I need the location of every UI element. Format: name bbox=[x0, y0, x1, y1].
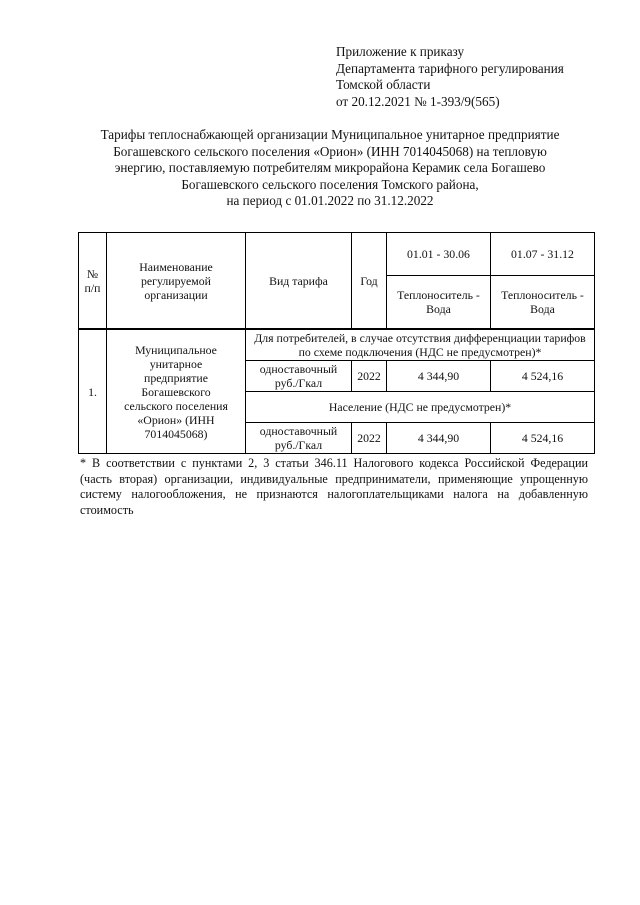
tariff-table bbox=[78, 232, 595, 454]
header-carrier-2: Теплоноситель - Вода bbox=[491, 276, 595, 330]
row-org: Муниципальное унитарное предприятие Богашевского сельского поселения «Орион» (ИНН 7014045068) bbox=[107, 329, 246, 454]
title-line: на период с 01.01.2022 по 31.12.2022 bbox=[226, 193, 434, 208]
title-line: Богашевского сельского поселения Томского района, bbox=[181, 176, 479, 192]
header-period-1: 01.01 - 30.06 bbox=[387, 233, 491, 276]
document-title bbox=[60, 127, 600, 210]
title-line: Тарифы теплоснабжающей организации Муниципальное унитарное предприятие bbox=[100, 127, 560, 142]
appendix-line: Приложение к приказу bbox=[336, 44, 465, 59]
header-year: Год bbox=[352, 233, 387, 330]
appendix-line: от 20.12.2021 № 1-393/9(565) bbox=[336, 93, 500, 109]
tariff-value-period-1: 4 344,90 bbox=[387, 423, 491, 454]
tariff-value-period-2: 4 524,16 bbox=[491, 361, 595, 392]
group-title-consumers: Для потребителей, в случае отсутствия дифференциации тарифов по схеме подключения (НДС не предусмотрен)* bbox=[246, 329, 595, 361]
header-tariff: Вид тарифа bbox=[246, 233, 352, 330]
tariff-type: одноставочный руб./Гкал bbox=[246, 423, 352, 454]
tariff-year: 2022 bbox=[352, 361, 387, 392]
header-num: № п/п bbox=[79, 233, 107, 330]
tariff-value-period-1: 4 344,90 bbox=[387, 361, 491, 392]
appendix-header bbox=[336, 44, 564, 110]
group-title-population: Население (НДС не предусмотрен)* bbox=[246, 392, 595, 423]
header-carrier-1: Теплоноситель - Вода bbox=[387, 276, 491, 330]
row-num: 1. bbox=[79, 329, 107, 454]
tariff-value-period-2: 4 524,16 bbox=[491, 423, 595, 454]
header-org: Наименование регулируемой организации bbox=[107, 233, 246, 330]
tariff-year: 2022 bbox=[352, 423, 387, 454]
title-line: Богашевского сельского поселения «Орион» (ИНН 7014045068) на тепловую bbox=[113, 143, 547, 159]
appendix-line: Томской области bbox=[336, 77, 431, 92]
tariff-type: одноставочный руб./Гкал bbox=[246, 361, 352, 392]
title-line: энергию, поставляемую потребителям микрорайона Керамик села Богашево bbox=[114, 160, 546, 175]
header-period-2: 01.07 - 31.12 bbox=[491, 233, 595, 276]
appendix-line: Департамента тарифного регулирования bbox=[336, 60, 564, 76]
footnote: * В соответствии с пунктами 2, 3 статьи 346.11 Налогового кодекса Российской Федерации (часть вторая) организации, индивидуальные предприниматели, применяющие упрощенную систему налогообложения, не признаются налогоплательщиками налога на добавленную стоимость bbox=[80, 456, 588, 517]
